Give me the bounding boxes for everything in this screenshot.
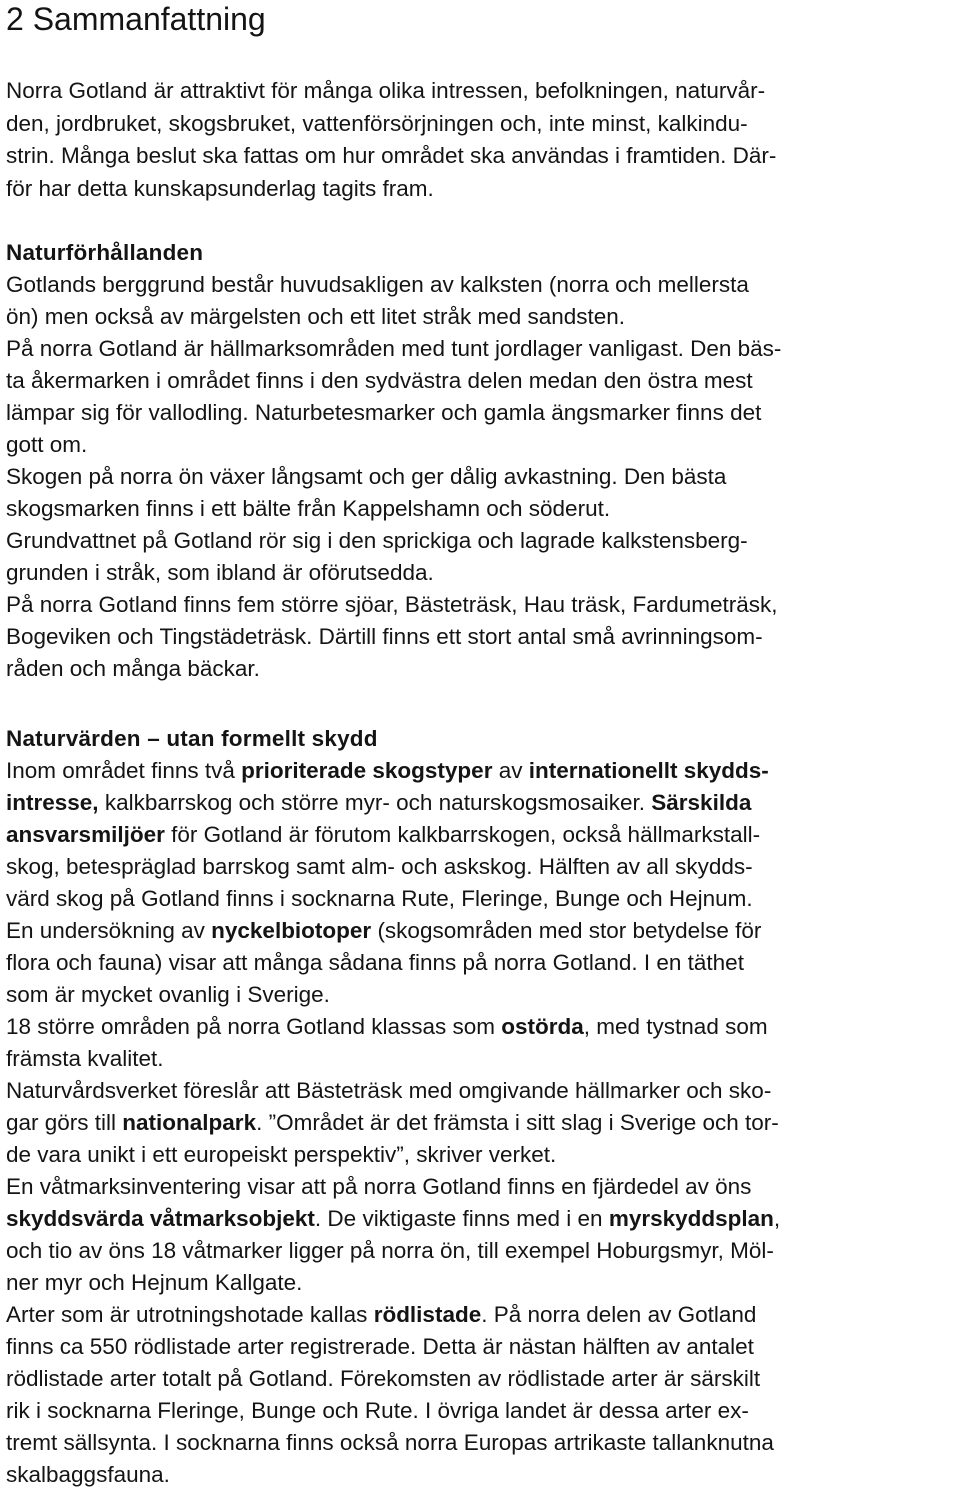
- text-run: finns ca 550 rödlistade arter registrerade. Detta är nästan hälften av antalet: [6, 1334, 754, 1359]
- text-line: grunden i stråk, som ibland är oförutsedda.: [6, 560, 434, 585]
- text-line: [6, 1395, 951, 1427]
- text-line: [6, 915, 951, 947]
- text-line: [6, 1427, 951, 1459]
- text-run: kalkbarrskog och större myr- och naturskogsmosaiker.: [98, 790, 652, 815]
- text-run: Naturvårdsverket föreslår att Bästeträsk med omgivande hällmarker och sko-: [6, 1078, 772, 1103]
- text-line: gott om.: [6, 432, 88, 457]
- text-line: Skogen på norra ön växer långsamt och ger dålig avkastning. Den bästa: [6, 464, 727, 489]
- text-line: skogsmarken finns i ett bälte från Kappelshamn och söderut.: [6, 496, 611, 521]
- bold-term: prioriterade skogstyper: [241, 758, 493, 783]
- text-run: ,: [773, 1206, 781, 1231]
- text-run: och tio av öns 18 våtmarker ligger på norra ön, till exempel Hoburgsmyr, Möl-: [6, 1238, 774, 1263]
- text-run: En undersökning av: [6, 918, 212, 943]
- text-line: [6, 819, 951, 851]
- text-line: [6, 851, 951, 883]
- text-run: , med tystnad som: [583, 1014, 768, 1039]
- bold-term: nationalpark: [122, 1110, 257, 1135]
- text-line: [6, 1363, 951, 1395]
- text-line: [6, 1235, 951, 1267]
- text-run: Arter som är utrotningshotade kallas: [6, 1302, 374, 1327]
- text-line: [6, 979, 951, 1011]
- text-run: . De viktigaste finns med i en: [314, 1206, 609, 1231]
- text-line: Bogeviken och Tingstädeträsk. Därtill finns ett stort antal små avrinningsom-: [6, 624, 763, 649]
- text-line: ta åkermarken i området finns i den sydvästra delen medan den östra mest: [6, 368, 753, 393]
- bold-term: ostörda: [501, 1014, 584, 1039]
- text-run: . På norra delen av Gotland: [481, 1302, 757, 1327]
- text-line: [6, 1203, 951, 1235]
- text-line: [6, 1267, 951, 1299]
- text-line: strin. Många beslut ska fattas om hur området ska användas i framtiden. Där-: [6, 143, 777, 168]
- text-run: rödlistade arter totalt på Gotland. Förekomsten av rödlistade arter är särskilt: [6, 1366, 761, 1391]
- text-line: den, jordbruket, skogsbruket, vattenförsörjningen och, inte minst, kalkindu-: [6, 110, 748, 136]
- bold-term: myrskyddsplan: [608, 1206, 774, 1231]
- text-run: skalbaggsfauna.: [6, 1462, 170, 1487]
- text-run: ner myr och Hejnum Kallgate.: [6, 1270, 303, 1295]
- text-run: skog, betespräglad barrskog samt alm- och askskog. Hälften av all skydds-: [6, 854, 753, 879]
- text-run: de vara unikt i ett europeiskt perspektiv”, skriver verket.: [6, 1142, 557, 1167]
- text-run: gar görs till: [6, 1110, 123, 1135]
- text-line: lämpar sig för vallodling. Naturbetesmarker och gamla ängsmarker finns det: [6, 400, 762, 425]
- section-naturvarden: [6, 723, 951, 1491]
- text-line: På norra Gotland finns fem större sjöar, Bästeträsk, Hau träsk, Fardumeträsk,: [6, 592, 778, 617]
- text-line: [6, 1139, 951, 1171]
- text-run: En våtmarksinventering visar att på norra Gotland finns en fjärdedel av öns: [6, 1174, 752, 1199]
- section-body: [6, 755, 951, 1491]
- text-run: värd skog på Gotland finns i socknarna Rute, Fleringe, Bunge och Hejnum.: [6, 886, 753, 911]
- text-line: råden och många bäckar.: [6, 656, 260, 681]
- text-line: Norra Gotland är attraktivt för många olika intressen, befolkningen, naturvår-: [6, 78, 766, 103]
- text-line: Grundvattnet på Gotland rör sig i den sprickiga och lagrade kalkstensberg-: [6, 528, 748, 553]
- bold-term: nyckelbiotoper: [211, 918, 372, 943]
- text-line: Gotlands berggrund består huvudsakligen av kalksten (norra och mellersta: [6, 272, 749, 297]
- text-run: främsta kvalitet.: [6, 1046, 164, 1071]
- text-line: [6, 1075, 951, 1107]
- section-heading: Naturförhållanden: [6, 240, 204, 265]
- intro-paragraph: [6, 75, 951, 205]
- text-run: för Gotland är förutom kalkbarrskogen, också hällmarkstall-: [164, 822, 761, 847]
- bold-term: rödlistade: [373, 1302, 482, 1327]
- text-line: [6, 1171, 951, 1203]
- text-line: [6, 755, 951, 787]
- text-line: På norra Gotland är hällmarksområden med tunt jordlager vanligast. Den bäs-: [6, 336, 782, 361]
- bold-term: Särskilda: [651, 790, 752, 815]
- text-line: [6, 1299, 951, 1331]
- text-run: flora och fauna) visar att många sådana finns på norra Gotland. I en täthet: [6, 950, 744, 975]
- text-run: (skogsområden med stor betydelse för: [371, 918, 762, 943]
- section-naturforhallanden: [6, 237, 951, 685]
- text-run: Inom området finns två: [6, 758, 242, 783]
- bold-term: internationellt skydds-: [528, 758, 769, 783]
- text-run: av: [492, 758, 529, 783]
- text-line: [6, 787, 951, 819]
- text-run: 18 större områden på norra Gotland klassas som: [6, 1014, 502, 1039]
- text-run: tremt sällsynta. I socknarna finns också norra Europas artrikaste tallanknutna: [6, 1430, 774, 1455]
- page-title: 2 Sammanfattning: [6, 1, 266, 37]
- text-run: som är mycket ovanlig i Sverige.: [6, 982, 330, 1007]
- text-line: för har detta kunskapsunderlag tagits fram.: [6, 175, 434, 201]
- section-heading: Naturvärden – utan formellt skydd: [6, 726, 378, 751]
- text-line: [6, 1107, 951, 1139]
- text-line: [6, 883, 951, 915]
- text-line: [6, 1459, 951, 1491]
- text-line: [6, 1331, 951, 1363]
- text-run: rik i socknarna Fleringe, Bunge och Rute. I övriga landet är dessa arter ex-: [6, 1398, 749, 1423]
- bold-term: intresse,: [6, 790, 99, 815]
- bold-term: skyddsvärda våtmarksobjekt: [6, 1206, 315, 1231]
- text-run: . ”Området är det främsta i sitt slag i Sverige och tor-: [256, 1110, 779, 1135]
- text-line: ön) men också av märgelsten och ett litet stråk med sandsten.: [6, 304, 626, 329]
- text-line: [6, 1043, 951, 1075]
- text-line: [6, 947, 951, 979]
- text-line: [6, 1011, 951, 1043]
- bold-term: ansvarsmiljöer: [6, 822, 165, 847]
